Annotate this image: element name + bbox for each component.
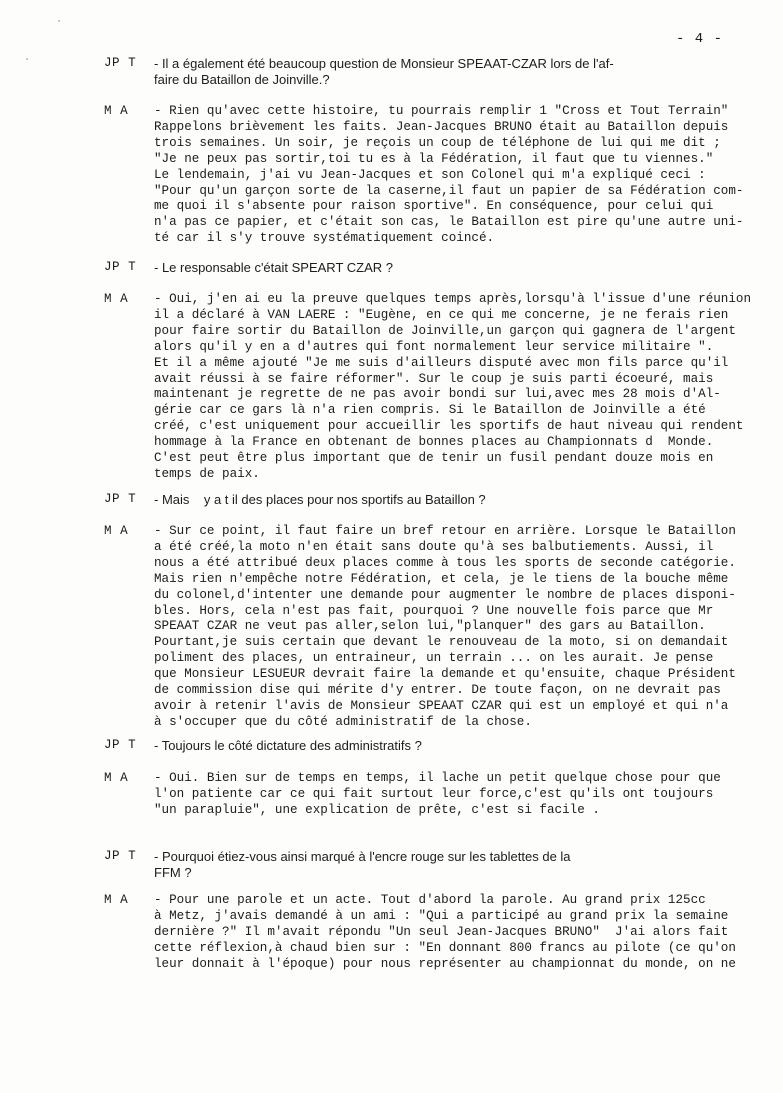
- text-line: - Pourquoi étiez-vous ainsi marqué à l'encre rouge sur les tablettes de la: [154, 849, 571, 864]
- text-line: avoir à retenir l'avis de Monsieur SPEAAT CZAR qui est un employé et qui n'a: [154, 698, 729, 713]
- speaker-label: M A: [104, 104, 129, 118]
- speaker-label: JP T: [104, 56, 137, 70]
- text-line: n'a pas ce papier, et c'était son cas, le Bataillon est pire qu'une autre uni-: [154, 215, 744, 230]
- text-line: il a déclaré à VAN LAERE : "Eugène, en ce qui me concerne, je ne ferais rien: [154, 307, 729, 322]
- answer-text: [154, 104, 769, 247]
- text-line: me quoi il s'absente pour raison sportive". En conséquence, pour celui qui: [154, 199, 714, 214]
- speaker-label: JP T: [104, 738, 137, 752]
- text-line: de commission dise qui mérite d'y entrer. De toute façon, on ne devrait pas: [154, 683, 721, 698]
- answer-text: [154, 771, 769, 819]
- text-line: - Sur ce point, il faut faire un bref retour en arrière. Lorsque le Bataillon: [154, 524, 736, 538]
- text-line: "un parapluie", une explication de prête, c'est si facile .: [154, 802, 600, 817]
- text-line: C'est peut être plus important que de tenir un fusil pendant douze mois en: [154, 451, 714, 466]
- answer-text: [154, 292, 769, 483]
- text-line: du colonel,d'intenter une demande pour augmenter le nombre de places disponi-: [154, 587, 736, 602]
- question-text: [154, 738, 769, 754]
- text-line: poliment des places, un entraineur, un terrain ... on les aurait. Je pense: [154, 651, 714, 666]
- answer-text: [154, 524, 769, 731]
- text-line: nous a été attribué deux places comme à tous les sports de seconde catégorie.: [154, 555, 736, 570]
- text-line: té car il s'y trouve systématiquement coincé.: [154, 231, 495, 246]
- text-line: - Oui, j'en ai eu la preuve quelques temps après,lorsqu'à l'issue d'une réunion: [154, 292, 752, 306]
- text-line: Rappelons brièvement les faits. Jean-Jacques BRUNO était au Bataillon depuis: [154, 119, 729, 134]
- text-line: maintenant je regrette de ne pas avoir bondi sur lui,avec mes 28 mois d'Al-: [154, 387, 721, 402]
- text-line: hommage à la France en obtenant de bonnes places au Championnats d Monde.: [154, 435, 714, 450]
- text-line: pour faire sortir du Bataillon de Joinville,un garçon qui gagnera de l'argent: [154, 323, 736, 338]
- question-text: [154, 260, 769, 276]
- answer-text: [154, 893, 769, 973]
- text-line: "Je ne peux pas sortir,toi tu es à la Fédération, il faut que tu viennes.": [154, 151, 714, 166]
- text-line: temps de paix.: [154, 466, 260, 481]
- text-line: trois semaines. Un soir, je reçois un coup de téléphone de lui qui me dit ;: [154, 135, 721, 150]
- text-line: à s'occuper que du côté administratif de la chose.: [154, 714, 532, 729]
- text-line: - Toujours le côté dictature des administratifs ?: [154, 738, 422, 753]
- question-text: [154, 56, 769, 88]
- text-line: - Mais y a t il des places pour nos sportifs au Bataillon ?: [154, 492, 486, 507]
- text-line: créé, c'est uniquement pour accueillir les sportifs de haut niveau qui rendent: [154, 419, 744, 434]
- text-line: leur donnait à l'époque) pour nous représenter au championnat du monde, on ne: [154, 956, 736, 971]
- text-line: FFM ?: [154, 864, 192, 880]
- text-line: gérie car ce gars là n'a rien compris. Si le Bataillon de Joinville a été: [154, 403, 706, 418]
- text-line: dernière ?" Il m'avait répondu "Un seul Jean-Jacques BRUNO" J'ai alors fait: [154, 924, 729, 939]
- text-line: cette réflexion,à chaud bien sur : "En donnant 800 francs au pilote (ce qu'on: [154, 940, 736, 955]
- text-line: Le lendemain, j'ai vu Jean-Jacques et son Colonel qui m'a expliqué ceci :: [154, 167, 706, 182]
- question-text: [154, 492, 769, 508]
- text-line: avait réussi à se faire réformer". Sur le coup je suis parti écoeuré, mais: [154, 371, 714, 386]
- text-line: - Pour une parole et un acte. Tout d'abord la parole. Au grand prix 125cc: [154, 893, 706, 907]
- text-line: à Metz, j'avais demandé à un ami : "Qui a participé au grand prix la semaine: [154, 908, 729, 923]
- text-line: - Le responsable c'était SPEART CZAR ?: [154, 260, 394, 275]
- text-line: bles. Hors, cela n'est pas fait, pourquoi ? Une nouvelle fois parce que Mr: [154, 603, 714, 618]
- speaker-label: M A: [104, 771, 129, 785]
- speaker-label: M A: [104, 893, 129, 907]
- text-line: "Pour qu'un garçon sorte de la caserne,il faut un papier de sa Fédération com-: [154, 183, 744, 198]
- text-line: Pourtant,je suis certain que devant le renouveau de la moto, si on demandait: [154, 635, 729, 650]
- speaker-label: M A: [104, 292, 129, 306]
- speck: [58, 20, 60, 22]
- text-line: l'on patiente car ce qui fait surtout leur force,c'est qu'ils ont toujours: [154, 786, 714, 801]
- text-line: faire du Bataillon de Joinville.?: [154, 71, 330, 87]
- speaker-label: JP T: [104, 849, 137, 863]
- text-line: SPEAAT CZAR ne veut pas aller,selon lui,"planquer" des gars au Bataillon.: [154, 619, 706, 634]
- question-text: [154, 849, 769, 881]
- speck: [26, 58, 28, 60]
- speaker-label: M A: [104, 524, 129, 538]
- page-number: - 4 -: [676, 31, 724, 47]
- text-line: Mais rien n'empêche notre Fédération, et cela, je le tiens de la bouche même: [154, 571, 729, 586]
- text-line: a été créé,la moto n'en était sans doute qu'à ses balbutiements. Aussi, il: [154, 539, 714, 554]
- text-line: - Oui. Bien sur de temps en temps, il lache un petit quelque chose pour que: [154, 771, 721, 785]
- speaker-label: JP T: [104, 492, 137, 506]
- text-line: que Monsieur LESUEUR devrait faire la demande et qu'ensuite, chaque Président: [154, 667, 736, 682]
- text-line: alors qu'il y en a d'autres qui font normalement leur service militaire ".: [154, 339, 714, 354]
- speaker-label: JP T: [104, 260, 137, 274]
- text-line: - Rien qu'avec cette histoire, tu pourrais remplir 1 "Cross et Tout Terrain": [154, 104, 729, 118]
- text-line: Et il a même ajouté "Je me suis d'ailleurs disputé avec mon fils parce qu'il: [154, 355, 729, 370]
- text-line: - Il a également été beaucoup question de Monsieur SPEAAT-CZAR lors de l'af-: [154, 56, 614, 71]
